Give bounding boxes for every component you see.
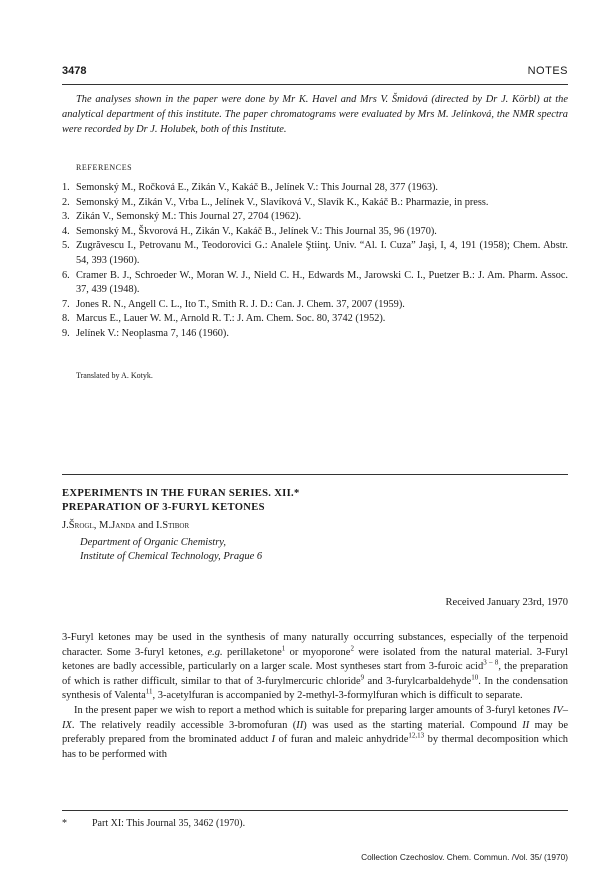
compound-ref: II: [296, 719, 304, 731]
reference-text: Cramer B. J., Schroeder W., Moran W. J., Nield C. H., Edwards M., Jarowski C. I., Puetzer B.: J. Am. Pharm. Assoc. 37, 439 (1948).: [76, 269, 568, 296]
citation-superscript: 3 – 8: [483, 658, 499, 667]
reference-text: Jelínek V.: Neoplasma 7, 146 (1960).: [76, 327, 229, 339]
footnote-mark: *: [62, 818, 67, 829]
author-initial: M.: [99, 520, 112, 531]
text-run: e.g.: [207, 646, 223, 658]
body-paragraph: [62, 631, 568, 704]
reference-number: 1.: [62, 182, 70, 193]
page-number: 3478: [62, 65, 87, 77]
author-separator: ,: [93, 520, 100, 531]
reference-item: [62, 312, 568, 327]
reference-text: Semonský M., Ročková E., Zikán V., Kakáč B., Jelínek V.: This Journal 28, 377 (1963).: [76, 182, 438, 193]
citation-superscript: 1: [281, 644, 286, 653]
translator-credit: Translated by A. Kotyk.: [76, 371, 153, 380]
reference-number: 7.: [62, 298, 70, 310]
reference-item: [62, 225, 568, 240]
article-subtitle-line: PREPARATION OF 3-FURYL KETONES: [62, 502, 265, 513]
author-surname: Šrogl: [68, 520, 94, 531]
reference-item: [62, 269, 568, 298]
running-header: [62, 65, 568, 81]
text-run: may be preferably prepared from the brominated adduct: [62, 719, 568, 746]
article-title: [62, 487, 568, 515]
text-run: In the present paper we wish to report a method which is suitable for preparing larger amounts of 3-furyl ketones: [74, 704, 553, 716]
citation-superscript: 10: [471, 673, 479, 682]
reference-text: Semonský M., Škvorová H., Zikán V., Kakáč B., Jelínek V.: This Journal 35, 96 (1970).: [76, 225, 437, 237]
article-title-line: EXPERIMENTS IN THE FURAN SERIES. XII.*: [62, 488, 300, 499]
author-separator: and: [135, 520, 157, 531]
reference-number: 4.: [62, 225, 70, 237]
citation-superscript: 9: [360, 673, 365, 682]
text-run: were isolated from the natural material. 3-Furyl ketones are badly accessible, particularly on a larger scale. Most syntheses start from 3-furoic acid: [62, 646, 568, 673]
reference-list: [62, 181, 568, 342]
text-run: or myoporone: [285, 646, 351, 658]
acknowledgement: The analyses shown in the paper were done by Mr K. Havel and Mrs V. Šmidová (directed by Dr J. Körbl) at the analytical department of this institute. The paper chromatograms were evaluated by Mrs M. Jelínková, the NMR spectra were recorded by Dr J. Holubek, both of this Institute.: [62, 94, 568, 135]
reference-item: [62, 196, 568, 211]
reference-number: 3.: [62, 211, 70, 223]
reference-item: [62, 210, 568, 225]
reference-number: 5.: [62, 240, 70, 252]
reference-number: 2.: [62, 196, 70, 208]
reference-text: Marcus E., Lauer W. M., Arnold R. T.: J. Am. Chem. Soc. 80, 3742 (1952).: [76, 313, 386, 325]
affiliation: [80, 536, 262, 564]
author-list: [62, 520, 189, 531]
text-run: –: [562, 704, 568, 716]
reference-text: Jones R. N., Angell C. L., Ito T., Smith R. J. D.: Can. J. Chem. 37, 2007 (1959).: [76, 298, 405, 310]
affiliation-department: Department of Organic Chemistry,: [80, 537, 227, 548]
reference-text: Zikán V., Semonský M.: This Journal 27, 2704 (1962).: [76, 211, 302, 223]
reference-item: [62, 239, 568, 268]
text-run: ) was used as the starting material. Compound: [303, 719, 523, 731]
text-run: 3-Furyl ketones may be used in the synthesis of many naturally occurring substances, especially of the terpenoid character. Some 3-furyl ketones,: [62, 632, 568, 658]
reference-number: 6.: [62, 269, 70, 281]
header-rule: [62, 84, 568, 85]
text-run: , the preparation of which is rather difficult, similar to that of 3-furylmercuric chloride: [62, 661, 568, 687]
citation-superscript: 12,13: [408, 731, 425, 740]
text-run: and 3-furylcarbaldehyde: [364, 675, 472, 687]
compound-ref: I: [271, 734, 276, 746]
author-surname: Janda: [111, 520, 136, 531]
text-run: by thermal decomposition which has to be performed with: [62, 734, 568, 760]
text-run: . In the condensation synthesis of Valenta: [62, 675, 568, 702]
affiliation-institute: Institute of Chemical Technology, Prague 6: [80, 551, 263, 562]
author-initial: J.: [62, 520, 69, 531]
citation-superscript: 11: [145, 687, 153, 696]
article-separator-rule: [62, 474, 568, 475]
reference-text: Zugrăvescu I., Petrovanu M., Teodorovici G.: Analele Ştiinţ. Univ. “Al. I. Cuza” Jaşi, I, 4, 191 (1958); Chem. Abstr. 54, 393 (1960).: [76, 240, 568, 266]
text-run: of furan and maleic anhydride: [275, 734, 409, 746]
text-run: . The relatively readily accessible 3-bromofuran (: [71, 719, 297, 731]
text-run: , 3-acetylfuran is accompanied by 2-methyl-3-formylfuran which is difficult to separate.: [152, 690, 523, 702]
received-date: Received January 23rd, 1970: [445, 597, 568, 608]
compound-ref: IV: [552, 704, 563, 716]
reference-item: [62, 327, 568, 342]
reference-number: 8.: [62, 313, 70, 325]
compound-ref: II: [522, 719, 530, 731]
footnote-text: Part XI: This Journal 35, 3462 (1970).: [92, 818, 246, 829]
journal-footer: Collection Czechoslov. Chem. Commun. /Vol. 35/ (1970): [361, 852, 568, 862]
compound-ref: IX: [62, 719, 72, 731]
citation-superscript: 2: [350, 644, 354, 653]
section-name: NOTES: [527, 65, 568, 77]
reference-number: 9.: [62, 327, 70, 339]
footnote-rule: [62, 810, 568, 811]
reference-item: [62, 298, 568, 313]
body-paragraph: [62, 704, 568, 762]
text-run: perillaketone: [222, 646, 282, 658]
references-heading: REFERENCES: [76, 163, 133, 172]
reference-item: [62, 181, 568, 196]
article-body: [62, 631, 568, 762]
footnote: [62, 818, 245, 829]
reference-text: Semonský M., Zikán V., Vrba L., Jelínek V., Slavíková V., Slavík K., Kakáč B.: Pharmazie, in press.: [76, 196, 489, 208]
author-initial: I.: [156, 520, 163, 531]
author-surname: Stibor: [162, 520, 190, 531]
